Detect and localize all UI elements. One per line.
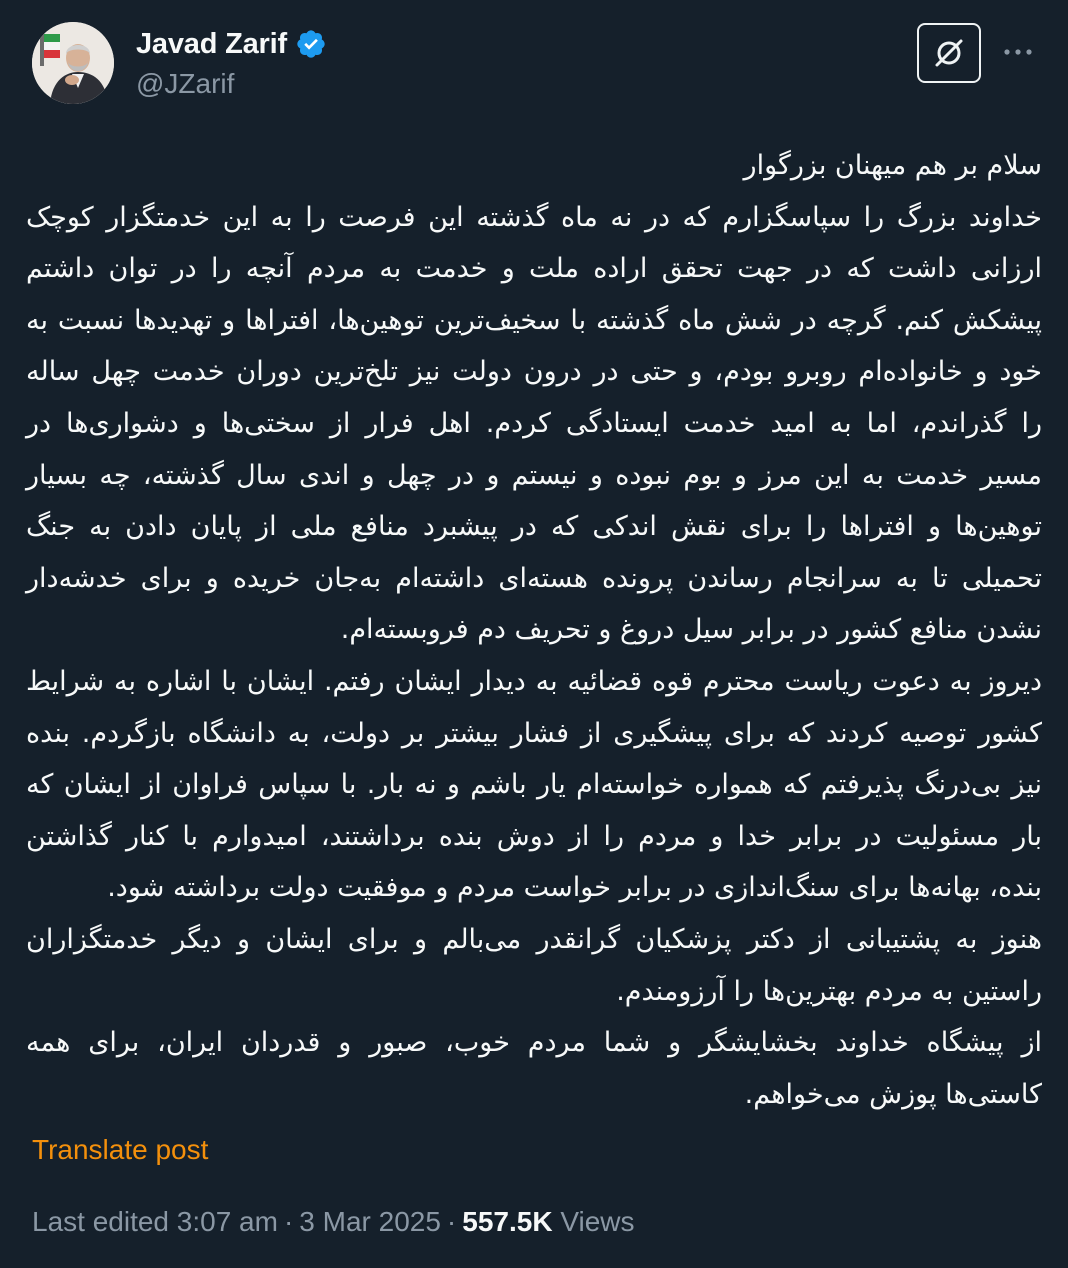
- translate-post-link[interactable]: Translate post: [32, 1134, 209, 1165]
- grok-button[interactable]: [917, 23, 981, 83]
- tweet-text-line: تحمیلی تا به سرانجام رساندن پرونده هسته‌ای داشته‌ام به‌جان خریده و برای خدشه‌دار: [26, 562, 1042, 594]
- more-options-button[interactable]: [1000, 34, 1036, 70]
- tweet-text-line: راستین به مردم بهترین‌ها را آرزومندم.: [616, 975, 1042, 1007]
- tweet-text-line: توهین‌ها و افتراها را برای نقش اندکی که در پیشبرد منافع ملی از پایان دادن به جنگ: [26, 511, 1042, 543]
- tweet-text-line: پیشکش کنم. گرچه در شش ماه گذشته با سخیف‌ترین توهین‌ها، افتراها و تهدیدها نسبت به: [26, 304, 1042, 336]
- tweet-meta: [32, 1206, 635, 1238]
- author-handle[interactable]: @JZarif: [136, 68, 235, 99]
- tweet-text: [26, 140, 1042, 1120]
- tweet-text-line: دیروز به دعوت ریاست محترم قوه قضائیه به دیدار ایشان رفتم. ایشان با اشاره به شرایط: [26, 665, 1042, 697]
- tweet-text-line: هنوز به پشتیبانی از دکتر پزشکیان گرانقدر می‌بالم و برای ایشان و دیگر خدمتگزاران: [26, 923, 1042, 955]
- avatar[interactable]: [32, 22, 114, 104]
- meta-separator: ·: [446, 1206, 457, 1237]
- grok-icon: [932, 36, 966, 70]
- profile-photo-icon: [32, 22, 114, 104]
- author-name-row[interactable]: [136, 24, 327, 64]
- tweet-text-line: خود و خانواده‌ام روبرو بودم، و حتی در درون دولت نیز تلخ‌ترین دوران خدمت چهل ساله: [26, 356, 1042, 388]
- tweet-text-line: خداوند بزرگ را سپاسگزارم که در نه ماه گذشته این فرصت را به این خدمتگزار کوچک: [26, 201, 1042, 233]
- author-display-name[interactable]: Javad Zarif: [136, 27, 287, 60]
- verified-badge-icon[interactable]: [295, 28, 327, 60]
- tweet-text-line: سلام بر هم میهنان بزرگوار: [743, 150, 1042, 181]
- views-count: 557.5K: [462, 1206, 553, 1237]
- tweet-text-line: مسیر خدمت به این مرز و بوم نبوده و نیستم و در چهل و اندی سال گذشته، چه بسیار: [26, 459, 1042, 491]
- tweet-text-line: از پیشگاه خداوند بخشایشگر و شما مردم خوب، صبور و قدردان ایران، برای همه: [26, 1027, 1042, 1059]
- tweet-text-line: کشور توصیه کردند که برای پیشگیری از فشار بیشتر بر دولت، به دانشگاه بازگردم. بنده: [26, 717, 1042, 749]
- tweet-text-line: را گذراندم، اما به امید خدمت ایستادگی کردم. اهل فرار از سختی‌ها و دشواری‌ها در: [26, 407, 1042, 439]
- views-label: Views: [560, 1206, 635, 1237]
- tweet-text-line: ارزانی داشت که در جهت تحقق اراده ملت و خدمت به مردم آنچه را در توان داشتم: [26, 253, 1042, 285]
- tweet-text-line: بار مسئولیت در برابر خدا و مردم را از دوش بنده برداشتند، امیدوارم با کنار گذاشتن: [26, 820, 1042, 852]
- tweet-text-line: بنده، بهانه‌ها برای سنگ‌اندازی در برابر خواست مردم و موفقیت دولت برداشته شود.: [107, 872, 1042, 904]
- tweet-text-line: نیز بی‌درنگ پذیرفتم که همواره خواسته‌ام یار باشم و نه بار. با سپاس فراوان از ایشان که: [26, 769, 1042, 801]
- tweet-text-line: کاستی‌ها پوزش می‌خواهم.: [744, 1078, 1042, 1110]
- more-horizontal-icon: [1002, 47, 1034, 57]
- meta-separator: ·: [283, 1206, 294, 1237]
- last-edited-label[interactable]: Last edited 3:07 am: [32, 1206, 278, 1237]
- tweet-text-line: نشدن منافع کشور در برابر سیل دروغ و تحریف دم فروبسته‌ام.: [340, 614, 1042, 646]
- post-date[interactable]: 3 Mar 2025: [299, 1206, 441, 1237]
